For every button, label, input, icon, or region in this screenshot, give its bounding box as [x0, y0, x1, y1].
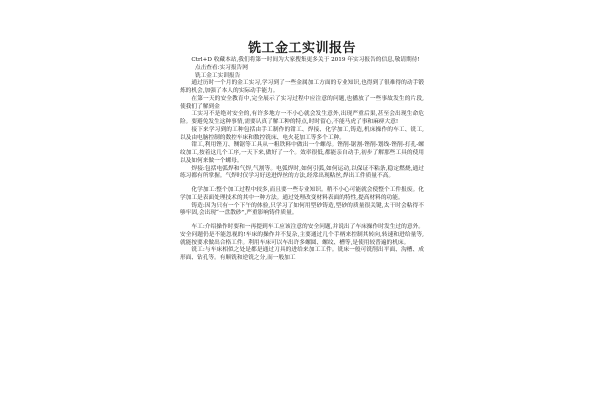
paragraph-link: 点击查看:实习报告网	[194, 64, 248, 71]
paragraph: 通过历时一个月的金工实习,学习到了一些金属加工方面的专业知识,也得到了很难得的动手锻炼的机会,加强了本人的实际动手能力。	[180, 80, 424, 94]
paragraph: 在第一天的安全教育中,完全展示了实习过程中应注意的问题,也播放了一些事故发生的片段,使我们了解到金	[180, 95, 424, 110]
paragraph: 化学加工:整个加工过程中较多,而且要一些专业知识。稍不小心可能就会使整个工件报废。化学加工是表面处理技术的其中一种方法。通过处理改变材料表面的特性,提高材料的功能。	[180, 187, 424, 201]
paragraph-subtitle: 铣工金工实训报告	[194, 72, 241, 79]
document-body	[180, 57, 424, 263]
paragraph: 接下来学习到的工种包括由手工制作的钳工、焊接、化学加工,铸造,机床操作的车工、铣工,以及由电脑控制的数控车床和数控铣床、电火花加工等多个工种。	[180, 126, 424, 141]
paragraph-intro: Ctrl+D 收藏本站,我们将第一时间为大家搜集更多关于 2019 年实习报告的信息,敬请期待!	[191, 57, 420, 63]
document-title: 铣工金工实训报告	[247, 41, 356, 56]
paragraph: 铣工:与车床相似之处是都是通过刀具的进给来加工工件。铣床一般可铣削出平面、沟槽、成形面、钻孔等。有顺铣和逆铣之分,而一般加工	[180, 247, 424, 261]
paragraph: 铸造:因为只有一个下午的体验,只学习了如何用型砂铸造,型砂的质量很关键,太干时会粘得不够牢固,会出现“一盘散砂”,严重影响铸件质量。	[180, 202, 424, 217]
paragraph: 钳工,利用锉刀、铡锯等工具从一粗铁料中做出一个螺母。锉削-锯割-锉削-划线-锉削-打孔-螺纹加工,按着这几个工序,一天下来,做好了一个。效率很低,都能亲自动手,初步了解那些工具的使用以及如何来做一个螺母。	[180, 142, 424, 164]
paragraph: 工实习不是绝对安全的,有许多地方一不小心就会发生意外,出现严重后果,甚至会出现生命危险。要避免发生这种事情,需要认真了解工种的特点,时时留心,不能马虎了事和麻痹大意!	[180, 111, 424, 125]
paragraph: 车工:介绍操作时要和一再提到车工应该注意的安全问题,并说出了车床操作时发生过的意外。安全问题仍是不能忽视的!车床的操作并不复杂,主要通过几个手柄来控制其转向,转速和进给量等,就能按要求做出合格工件。利用车床可以车出许多螺圆、螺纹、槽等,是使用较普遍的机床。	[180, 224, 424, 246]
paragraph: 焊接:包括电弧焊和气焊,气割等。电弧焊时,如何引弧,如何运动,以保证不粘条,稳定燃烧,通过练习都有所掌握。气焊时仅学习好送进焊丝的方法,经常出现粘丝,焊出工件质量不高。	[180, 165, 424, 180]
